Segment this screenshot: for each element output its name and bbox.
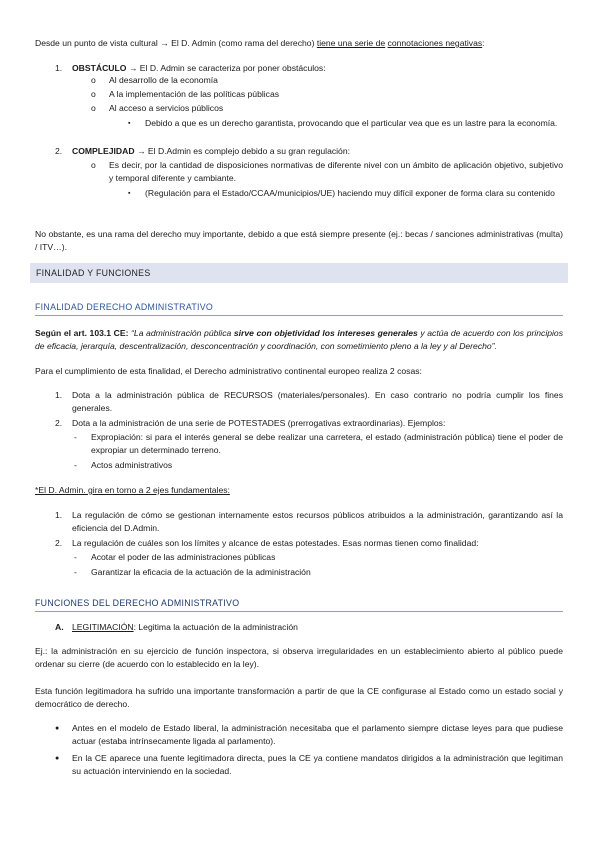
sub-item: A la implementación de las políticas públicas <box>109 89 280 99</box>
section-heading-band <box>30 263 568 283</box>
no-obstante-paragraph: No obstante, es una rama del derecho muy importante, debido a que está siempre presente (ej.: becas / sanciones administrativas (multa) / ITV…). <box>35 229 563 252</box>
heading-rule <box>35 611 563 612</box>
intro-text: Desde un punto de vista cultural → El D. Admin (como rama del derecho) <box>35 38 317 48</box>
square-bullet-icon: ▪ <box>128 190 131 197</box>
intro-paragraph <box>35 37 565 50</box>
list-item-heading: OBSTÁCULO <box>72 63 127 73</box>
heading-rule <box>35 315 563 316</box>
art103-quote-1: “La administración pública <box>131 328 234 338</box>
dash-bullet-icon: - <box>74 567 77 577</box>
list-item-text: → El D.Admin es complejo debido a su gran regulación: <box>134 146 350 156</box>
square-bullet-icon: ▪ <box>128 120 131 127</box>
sub-sub-item: (Regulación para el Estado/CCAA/municipios/UE) haciendo muy difícil exponer de forma clara su contenido <box>145 188 555 198</box>
list-letter: A. <box>55 622 64 632</box>
dash-item: Acotar el poder de las administraciones públicas <box>91 552 276 562</box>
dash-item: Expropiación: si para el interés general se debe realizar una carretera, el estado (administración pública) tiene el poder de expropiar un determinado terreno. <box>91 432 563 455</box>
list-number: 2. <box>55 538 63 548</box>
circle-bullet-icon: o <box>91 75 96 85</box>
legitimacion-heading <box>72 621 563 634</box>
bullet-item-ce: En la CE aparece una fuente legitimadora directa, pues la CE ya contiene mandatos dirigidos a la administración que legitiman su actuación interviniendo en la sociedad. <box>72 753 563 776</box>
list-number: 1. <box>55 390 63 400</box>
dash-bullet-icon: - <box>74 432 77 442</box>
art103-quote-2: y actúa de acuerdo con los principios de eficacia, jerarquía, descentralización, desconcentración y coordinación, con sometimiento pleno a la ley y al Derecho”. <box>35 328 563 351</box>
list-number: 2. <box>55 146 63 156</box>
intro-colon: : <box>482 38 485 48</box>
circle-bullet-icon: o <box>91 160 96 170</box>
sub-item: Es decir, por la cantidad de disposiciones normativas de diferente nivel con un ámbito de aplicación objetivo, subjetivo y temporal diferente y cambiante. <box>109 160 563 183</box>
dash-bullet-icon: - <box>74 460 77 470</box>
list-item-heading: COMPLEJIDAD <box>72 146 135 156</box>
cumplimiento-paragraph: Para el cumplimiento de esta finalidad, el Derecho administrativo continental europeo realiza 2 cosas: <box>35 366 422 376</box>
intro-underlined-1: tiene una serie de <box>316 38 386 48</box>
list-item-recursos: Dota a la administración pública de RECURSOS (materiales/personales). En caso contrario no podría cumplir los fines generales. <box>72 390 563 413</box>
dot-bullet-icon: ● <box>55 725 60 732</box>
art103-lead: Según el art. 103.1 CE: <box>35 328 132 338</box>
circle-bullet-icon: o <box>91 89 96 99</box>
intro-underlined-2: connotaciones negativas <box>387 38 483 48</box>
dash-bullet-icon: - <box>74 552 77 562</box>
list-number: 1. <box>55 63 63 73</box>
ejes-note: *El D. Admin. gira en torno a 2 ejes fundamentales: <box>35 485 230 495</box>
legitimacion-title: LEGITIMACIÓN <box>72 622 134 632</box>
legitimacion-text: : Legitima la actuación de la administración <box>133 622 298 632</box>
list-item-regulacion-potestades: La regulación de cuáles son los límites y alcance de estas potestades. Esas normas tienen como finalidad: <box>72 538 479 548</box>
section-heading: FINALIDAD Y FUNCIONES <box>36 268 151 278</box>
funcion-legitimadora-paragraph: Esta función legitimadora ha sufrido una importante transformación a partir de que la CE configurase al Estado como un estado social y democrático de derecho. <box>35 686 563 709</box>
art103-paragraph <box>35 327 563 353</box>
dot-bullet-icon: ● <box>55 755 60 762</box>
heading-finalidad: FINALIDAD DERECHO ADMINISTRATIVO <box>35 302 214 312</box>
list-item-potestades: Dota a la administración de una serie de POTESTADES (prerrogativas extraordinarias). Ejemplos: <box>72 418 446 428</box>
list-number: 2. <box>55 418 63 428</box>
ejemplo-paragraph: Ej.: la administración en su ejercicio de función inspectora, si observa irregularidades en un establecimiento abierto al público puede ordenar su cierre (de acuerdo con lo establecido en la ley). <box>35 646 563 669</box>
bullet-item-estado-liberal: Antes en el modelo de Estado liberal, la administración necesitaba que el parlamento siempre dictase leyes para que pudiese actuar (estaba intrínsecamente ligada al parlamento). <box>72 723 563 746</box>
circle-bullet-icon: o <box>91 103 96 113</box>
list-item-complejidad <box>72 145 562 158</box>
dash-item: Garantizar la eficacia de la actuación de la administración <box>91 567 311 577</box>
heading-funciones: FUNCIONES DEL DERECHO ADMINISTRATIVO <box>35 598 240 608</box>
list-item-regulacion-recursos: La regulación de cómo se gestionan internamente estos recursos públicos atribuidos a la administración, garantizando así la eficiencia del D.Admin. <box>72 510 563 533</box>
sub-item: Al acceso a servicios públicos <box>109 103 224 113</box>
art103-quote-bold: sirve con objetividad los intereses generales <box>233 328 418 338</box>
sub-sub-item: Debido a que es un derecho garantista, provocando que el particular vea que es un lastre para la economía. <box>145 118 558 128</box>
sub-item: Al desarrollo de la economía <box>109 75 218 85</box>
list-item-text: → El D. Admin se caracteriza por poner obstáculos: <box>126 63 326 73</box>
dash-item: Actos administrativos <box>91 460 173 470</box>
list-number: 1. <box>55 510 63 520</box>
